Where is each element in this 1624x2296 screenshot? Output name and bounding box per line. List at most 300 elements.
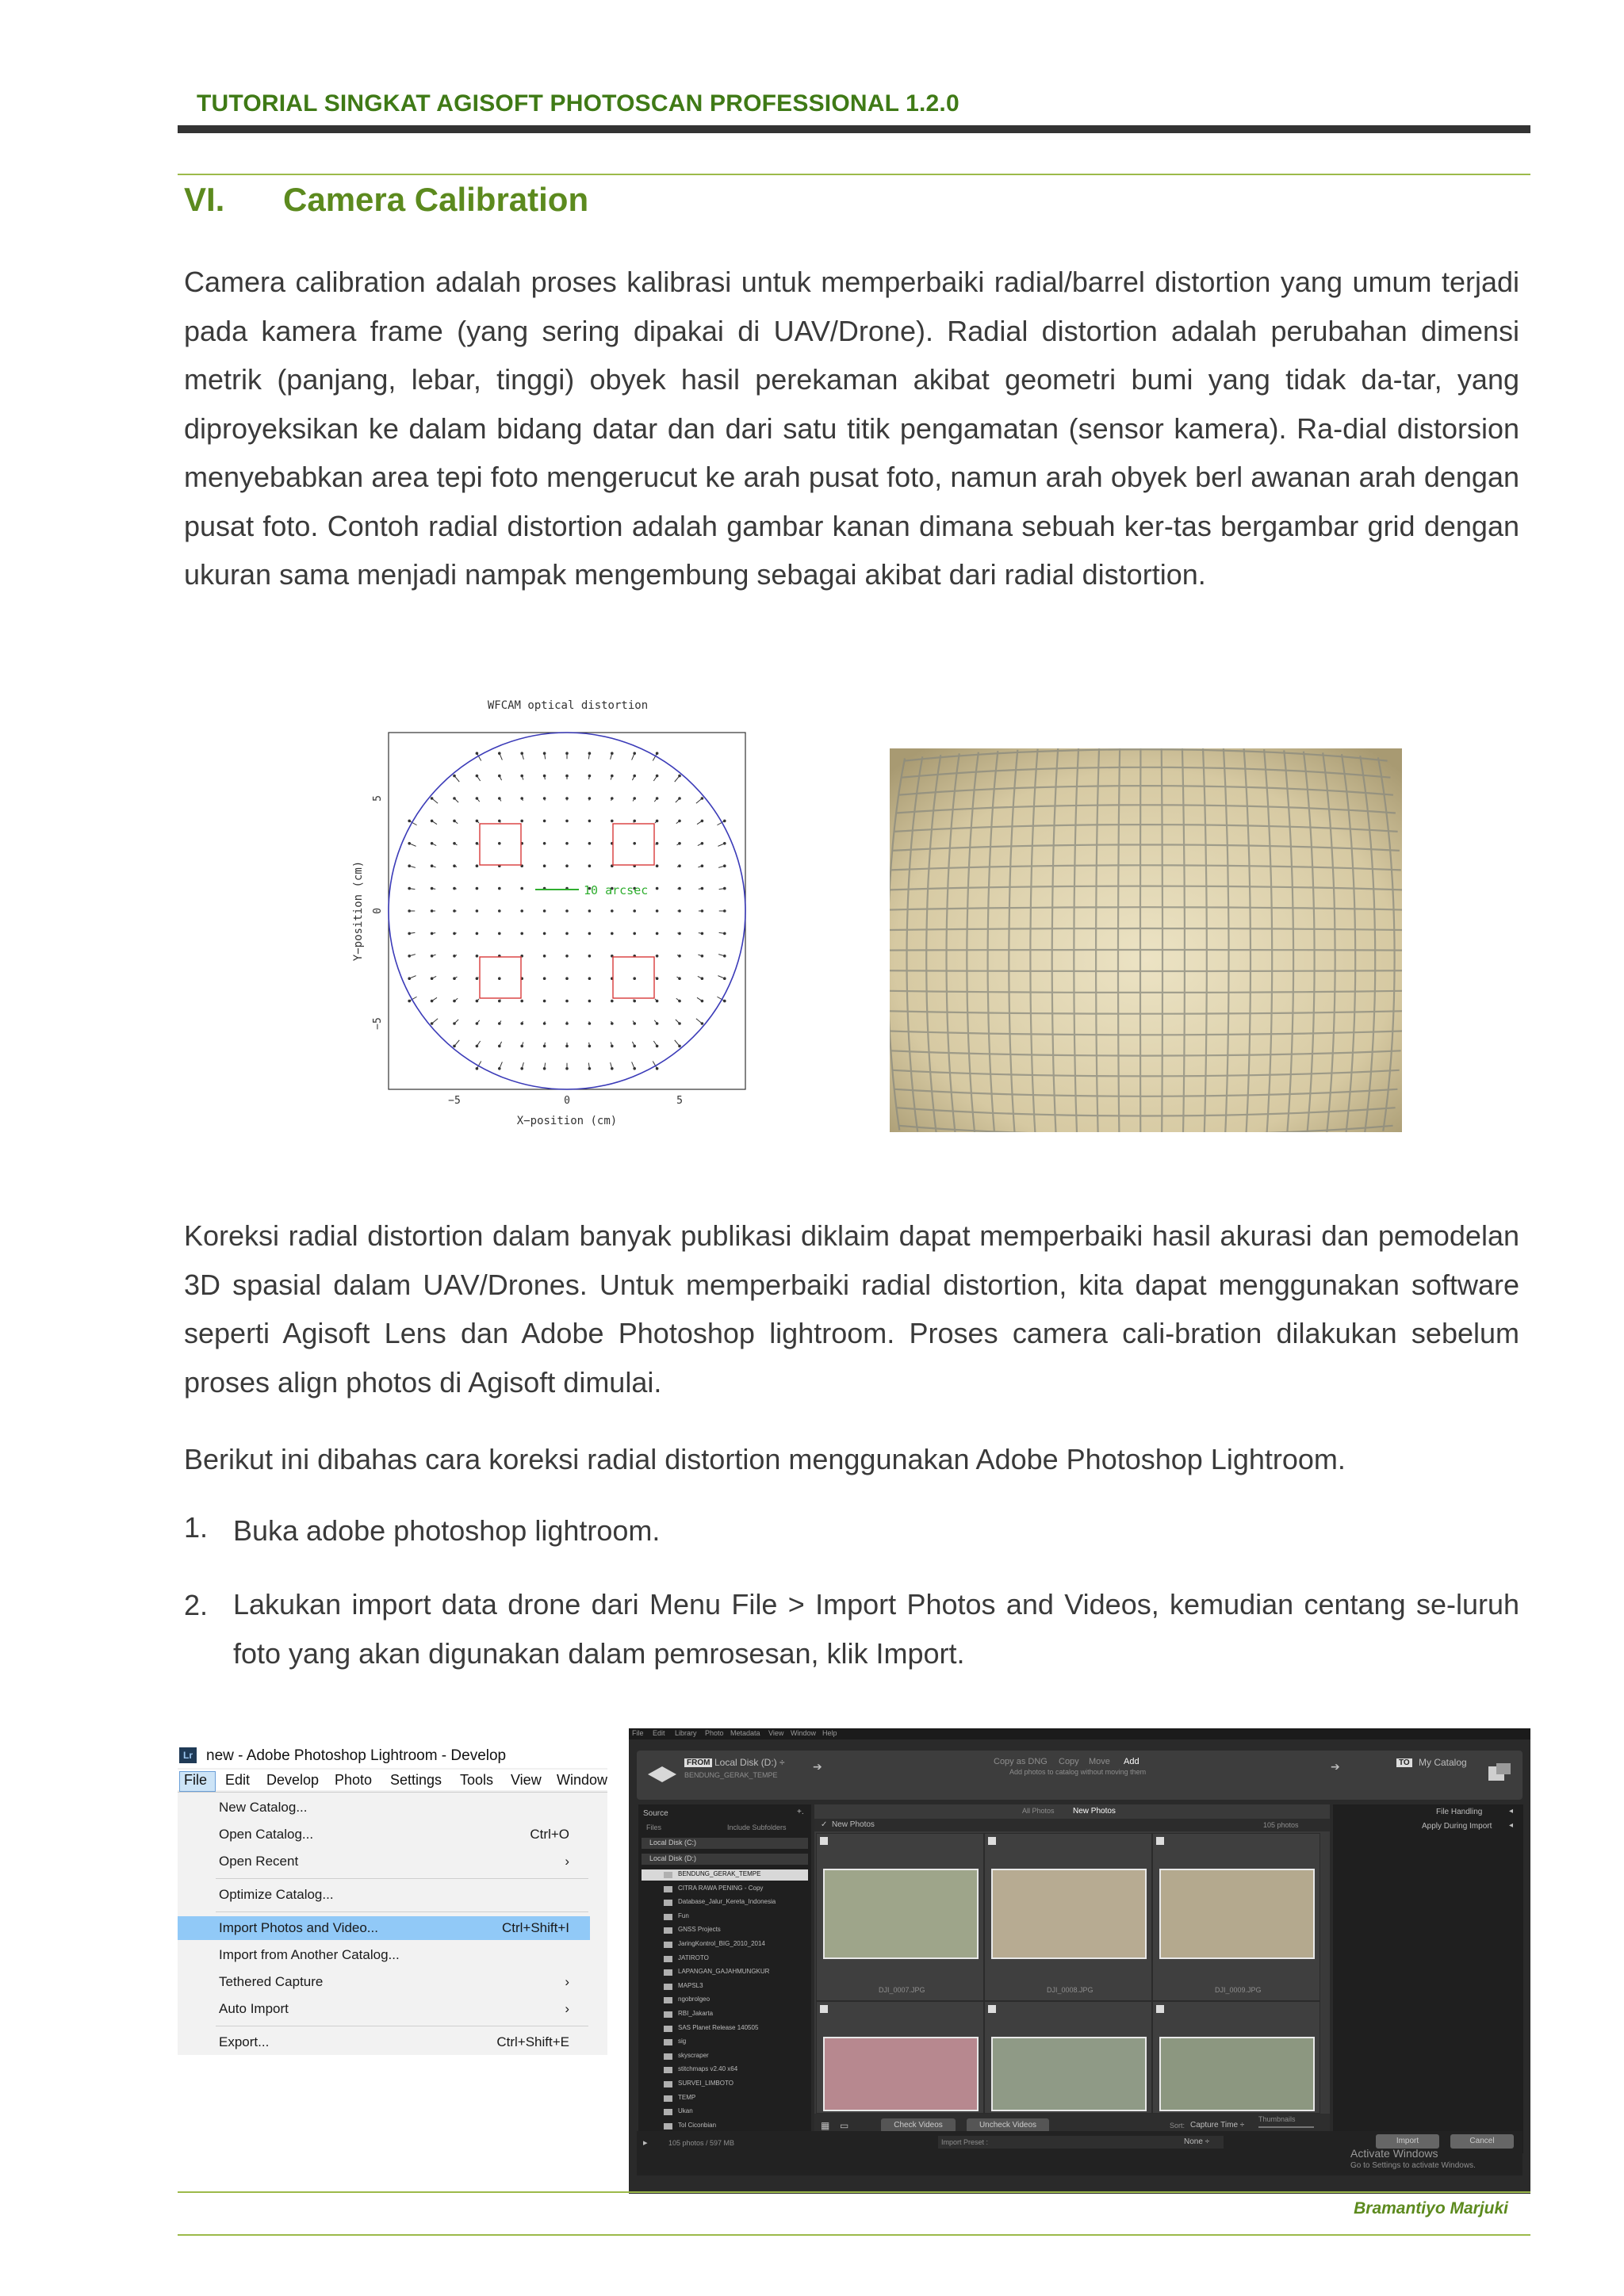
- vector-origin-dot: [656, 1000, 659, 1003]
- photo-thumbnail: [823, 1869, 979, 1959]
- vector-origin-dot: [431, 820, 434, 823]
- folder-icon: [664, 1956, 672, 1962]
- vector-origin-dot: [520, 1022, 523, 1025]
- vector-origin-dot: [408, 820, 411, 823]
- section-number: VI.: [184, 181, 225, 218]
- menu-settings[interactable]: Settings: [390, 1772, 442, 1788]
- menu-item-new-catalog[interactable]: [178, 1796, 590, 1820]
- vector-origin-dot: [476, 932, 479, 936]
- menubar-file[interactable]: File: [632, 1729, 644, 1737]
- folder-label: sig: [678, 2038, 687, 2045]
- menu-item-label: Open Recent: [219, 1854, 299, 1869]
- vector-origin-dot: [543, 1045, 546, 1048]
- menu-item-import-photos[interactable]: [178, 1916, 590, 1940]
- x-axis-label: X−position (cm): [516, 1115, 618, 1127]
- vector-origin-dot: [588, 820, 592, 823]
- vector-origin-dot: [611, 752, 614, 755]
- vector-origin-dot: [408, 1000, 411, 1003]
- distortion-vector-plot: [349, 693, 761, 1137]
- vector-origin-dot: [565, 797, 569, 800]
- photo-cell[interactable]: [816, 2001, 984, 2114]
- vector-origin-dot: [543, 1022, 546, 1025]
- vector-origin-dot: [498, 977, 501, 980]
- menu-edit[interactable]: Edit: [225, 1772, 251, 1788]
- source-panel-title: Source: [643, 1809, 668, 1818]
- menu-window[interactable]: Window: [557, 1772, 607, 1788]
- vector-origin-dot: [633, 1022, 636, 1025]
- vector-origin-dot: [656, 1045, 659, 1048]
- vector-origin-dot: [656, 909, 659, 913]
- vector-origin-dot: [723, 955, 726, 958]
- photo-cell[interactable]: [1152, 2001, 1320, 2114]
- vector-origin-dot: [520, 909, 523, 913]
- vector-origin-dot: [678, 932, 681, 936]
- catalog-icon: [1485, 1762, 1514, 1785]
- vector-origin-dot: [543, 977, 546, 980]
- photo-checkbox[interactable]: [1156, 1837, 1164, 1845]
- folder-icon: [664, 2081, 672, 2087]
- folder-row[interactable]: [642, 2121, 808, 2132]
- menu-item-tethered-capture[interactable]: [178, 1970, 590, 1994]
- collapse-arrow-icon[interactable]: ◂: [1509, 1807, 1514, 1816]
- thumbnail-size-slider[interactable]: [1258, 2126, 1314, 2128]
- folder-icon: [664, 2123, 672, 2130]
- vector-origin-dot: [498, 1067, 501, 1070]
- vector-origin-dot: [565, 820, 569, 823]
- folder-label: Database_Jalur_Kereta_Indonesia: [678, 1898, 776, 1906]
- photo-cell[interactable]: [1152, 1833, 1320, 2001]
- vector-origin-dot: [656, 977, 659, 980]
- vector-origin-dot: [633, 797, 636, 800]
- vector-origin-dot: [633, 1000, 636, 1003]
- folder-icon: [664, 2026, 672, 2032]
- vector-origin-dot: [611, 1022, 614, 1025]
- vector-origin-dot: [701, 1022, 704, 1025]
- vector-origin-dot: [520, 752, 523, 755]
- import-footer: [637, 2131, 1522, 2175]
- import-source-destination-bar: [637, 1751, 1522, 1800]
- vector-origin-dot: [520, 1045, 523, 1048]
- source-disk-icon: [646, 1763, 678, 1784]
- folder-row[interactable]: [642, 2009, 808, 2020]
- vector-origin-dot: [453, 820, 456, 823]
- vector-origin-dot: [678, 977, 681, 980]
- vector-origin-dot: [723, 932, 726, 936]
- vector-origin-dot: [588, 842, 592, 845]
- sort-select[interactable]: Capture Time ÷: [1190, 2121, 1245, 2130]
- folder-label: MAPSL3: [678, 1981, 703, 1989]
- vector-origin-dot: [408, 887, 411, 890]
- import-preset-select[interactable]: [938, 2136, 1224, 2149]
- vector-origin-dot: [476, 1000, 479, 1003]
- vector-origin-dot: [656, 1022, 659, 1025]
- vector-origin-dot: [476, 955, 479, 958]
- vector-origin-dot: [588, 775, 592, 778]
- collapse-arrow-icon[interactable]: ◂: [1509, 1821, 1514, 1830]
- folder-icon: [664, 2067, 672, 2073]
- menubar-window[interactable]: Window: [791, 1729, 817, 1737]
- vector-origin-dot: [498, 842, 501, 845]
- from-source-select[interactable]: Local Disk (D:) ÷: [714, 1757, 785, 1768]
- vector-origin-dot: [498, 820, 501, 823]
- folder-icon: [664, 2053, 672, 2060]
- vector-origin-dot: [498, 1022, 501, 1025]
- folder-icon: [664, 1984, 672, 1990]
- vector-origin-dot: [498, 752, 501, 755]
- folder-label: CITRA RAWA PENING - Copy: [678, 1884, 764, 1892]
- vector-origin-dot: [431, 977, 434, 980]
- folder-row[interactable]: [642, 2064, 808, 2076]
- menu-item-label: Auto Import: [219, 2001, 289, 2016]
- menubar-help[interactable]: Help: [822, 1729, 837, 1737]
- vector-origin-dot: [408, 955, 411, 958]
- menubar-metadata[interactable]: Metadata: [730, 1729, 760, 1737]
- vector-origin-dot: [543, 820, 546, 823]
- menubar-library[interactable]: Library: [675, 1729, 697, 1737]
- vector-origin-dot: [678, 955, 681, 958]
- disk-c-label: Local Disk (C:): [649, 1839, 697, 1846]
- from-path: BENDUNG_GERAK_TEMPE: [684, 1771, 778, 1779]
- vector-origin-dot: [476, 864, 479, 867]
- photo-checkbox[interactable]: [820, 1837, 828, 1845]
- folder-icon: [664, 2095, 672, 2102]
- vector-origin-dot: [431, 797, 434, 800]
- disk-d-row[interactable]: [642, 1854, 808, 1865]
- tab-all-photos[interactable]: All Photos: [1022, 1807, 1055, 1815]
- folder-row[interactable]: [642, 1939, 808, 1950]
- menu-view[interactable]: View: [511, 1772, 542, 1788]
- scale-label: 10 arcsec: [584, 883, 649, 897]
- vector-origin-dot: [453, 1000, 456, 1003]
- folder-icon: [664, 2109, 672, 2115]
- folder-row[interactable]: [642, 2093, 808, 2104]
- include-subfolders-checkbox[interactable]: Include Subfolders: [727, 1823, 787, 1831]
- vector-origin-dot: [701, 932, 704, 936]
- vector-origin-dot: [498, 797, 501, 800]
- photo-cell[interactable]: [984, 2001, 1152, 2114]
- vector-origin-dot: [520, 797, 523, 800]
- apply-during-import-title[interactable]: Apply During Import: [1422, 1822, 1492, 1831]
- photo-checkbox[interactable]: [820, 2005, 828, 2013]
- vector-origin-dot: [565, 775, 569, 778]
- y-tick-5: 5: [372, 795, 384, 802]
- vector-origin-dot: [678, 1045, 681, 1048]
- vector-origin-dot: [476, 977, 479, 980]
- photo-checkbox[interactable]: [1156, 2005, 1164, 2013]
- vector-origin-dot: [588, 977, 592, 980]
- section-check-icon[interactable]: ✓: [821, 1820, 828, 1829]
- folder-row[interactable]: [642, 1954, 808, 1965]
- vector-origin-dot: [701, 887, 704, 890]
- source-panel: [638, 1804, 811, 2153]
- vector-origin-dot: [408, 842, 411, 845]
- vector-origin-dot: [678, 842, 681, 845]
- vector-origin-dot: [543, 955, 546, 958]
- mode-copy-dng[interactable]: Copy as DNG: [994, 1757, 1048, 1766]
- folder-icon: [664, 2039, 672, 2045]
- vector-origin-dot: [476, 820, 479, 823]
- x-tick-0: 0: [564, 1095, 570, 1107]
- photo-checkbox[interactable]: [988, 1837, 996, 1845]
- sort-label: Sort:: [1170, 2122, 1185, 2130]
- cancel-button[interactable]: Cancel: [1450, 2134, 1514, 2149]
- photo-thumbnail: [1159, 1869, 1315, 1959]
- vector-origin-dot: [656, 797, 659, 800]
- menu-item-optimize-catalog[interactable]: [178, 1883, 590, 1907]
- menu-item-open-catalog[interactable]: [178, 1823, 590, 1846]
- menu-tools[interactable]: Tools: [460, 1772, 494, 1788]
- vector-origin-dot: [431, 955, 434, 958]
- vector-origin-dot: [611, 1045, 614, 1048]
- import-button[interactable]: Import: [1376, 2134, 1439, 2149]
- menu-item-open-recent[interactable]: [178, 1850, 590, 1873]
- mode-add[interactable]: Add: [1124, 1757, 1139, 1766]
- folder-row[interactable]: [642, 1925, 808, 1936]
- folder-label: SURVEI_LIMBOTO: [678, 2080, 733, 2087]
- menu-item-label: Optimize Catalog...: [219, 1887, 334, 1902]
- vector-origin-dot: [701, 909, 704, 913]
- folder-row[interactable]: [642, 1869, 808, 1881]
- folder-icon: [664, 1997, 672, 2003]
- vector-origin-dot: [408, 932, 411, 936]
- vector-origin-dot: [633, 775, 636, 778]
- vector-origin-dot: [453, 887, 456, 890]
- photo-thumbnail: [991, 1869, 1147, 1959]
- expand-arrow-icon[interactable]: ▸: [643, 2138, 648, 2148]
- paragraph-correction: Koreksi radial distortion dalam banyak publikasi diklaim dapat memperbaiki hasil akurasi dan pemodelan 3D spasial dalam UAV/Drones. Untuk memperbaiki radial distortion, kita dapat menggunakan software seperti Agisoft Lens dan Adobe Photoshop lightroom. Proses camera cali-bration dilakukan sebelum proses align photos di Agisoft dimulai.: [184, 1219, 1519, 1399]
- step-2-number: 2.: [184, 1589, 209, 1621]
- from-badge: FROM: [684, 1758, 712, 1767]
- vector-origin-dot: [453, 1045, 456, 1048]
- folder-label: TEMP: [678, 2093, 696, 2101]
- vector-origin-dot: [588, 797, 592, 800]
- menu-item-export[interactable]: [178, 2030, 590, 2054]
- vector-origin-dot: [565, 1045, 569, 1048]
- vector-origin-dot: [543, 909, 546, 913]
- loupe-view-icon[interactable]: ▭: [840, 2120, 849, 2131]
- folder-label: Tol Ciconbian: [678, 2121, 717, 2129]
- vector-origin-dot: [476, 887, 479, 890]
- folder-icon: [664, 1927, 672, 1934]
- vector-origin-dot: [431, 932, 434, 936]
- destination-arrow-icon[interactable]: ➔: [1331, 1760, 1340, 1773]
- folder-row[interactable]: [642, 2037, 808, 2048]
- menu-item-shortcut: Ctrl+Shift+I: [501, 1920, 569, 1935]
- vector-origin-dot: [611, 1067, 614, 1070]
- photo-checkbox[interactable]: [988, 2005, 996, 2013]
- menubar-edit[interactable]: Edit: [653, 1729, 665, 1737]
- photo-count: 105 photos: [1263, 1821, 1299, 1829]
- vector-origin-dot: [701, 842, 704, 845]
- activate-windows-hint: Go to Settings to activate Windows.: [1350, 2161, 1476, 2170]
- files-label: Files: [646, 1823, 662, 1831]
- vector-origin-dot: [476, 909, 479, 913]
- paragraph-method: Berikut ini dibahas cara koreksi radial distortion menggunakan Adobe Photoshop Lightroom.: [184, 1443, 1346, 1475]
- folder-row[interactable]: [642, 1995, 808, 2006]
- import-preset-label: Import Preset :: [941, 2138, 989, 2146]
- folder-row[interactable]: [642, 1911, 808, 1923]
- menu-item-import-another-catalog[interactable]: [178, 1943, 590, 1967]
- vector-origin-dot: [723, 820, 726, 823]
- vector-origin-dot: [701, 1000, 704, 1003]
- menu-item-shortcut: Ctrl+O: [530, 1827, 569, 1842]
- vector-origin-dot: [656, 1067, 659, 1070]
- folder-row[interactable]: [642, 1884, 808, 1895]
- vector-origin-dot: [476, 1045, 479, 1048]
- menubar-view[interactable]: View: [768, 1729, 784, 1737]
- to-badge: TO: [1396, 1758, 1412, 1767]
- folder-label: JaringKontrol_BIG_2010_2014: [678, 1940, 765, 1947]
- folder-row[interactable]: [642, 2023, 808, 2034]
- vector-origin-dot: [476, 775, 479, 778]
- vector-origin-dot: [453, 775, 456, 778]
- vector-origin-dot: [633, 932, 636, 936]
- vector-origin-dot: [701, 820, 704, 823]
- photo-cell[interactable]: [984, 1833, 1152, 2001]
- footer-divider-bottom: [178, 2234, 1530, 2236]
- menu-separator: [216, 1911, 588, 1912]
- grid-line-horizontal: [890, 970, 1402, 971]
- vector-origin-dot: [453, 864, 456, 867]
- x-tick-5: 5: [676, 1095, 683, 1107]
- folder-row[interactable]: [642, 2107, 808, 2118]
- grid-paper-photo: [890, 748, 1402, 1132]
- folder-icon: [664, 1969, 672, 1976]
- vector-origin-dot: [453, 842, 456, 845]
- vector-origin-dot: [565, 1000, 569, 1003]
- vector-origin-dot: [633, 1045, 636, 1048]
- menubar-photo[interactable]: Photo: [705, 1729, 724, 1737]
- x-tick-neg5: −5: [448, 1095, 461, 1107]
- add-source-icon[interactable]: +.: [797, 1808, 804, 1816]
- vector-origin-dot: [633, 842, 636, 845]
- step-1-text: Buka adobe photoshop lightroom.: [233, 1514, 661, 1547]
- mode-move[interactable]: Move: [1089, 1757, 1110, 1766]
- vector-field: [408, 752, 726, 1070]
- section-title: Camera Calibration: [283, 181, 589, 218]
- y-tick-neg5: −5: [372, 1017, 384, 1030]
- vector-origin-dot: [656, 820, 659, 823]
- vector-origin-dot: [701, 797, 704, 800]
- menu-separator: [216, 1878, 588, 1879]
- menu-item-label: New Catalog...: [219, 1800, 308, 1815]
- vector-origin-dot: [723, 977, 726, 980]
- vector-origin-dot: [656, 842, 659, 845]
- vector-origin-dot: [656, 864, 659, 867]
- folder-row[interactable]: [642, 1897, 808, 1908]
- menu-item-label: Tethered Capture: [219, 1974, 324, 1989]
- grid-section-header: [814, 1819, 1330, 1831]
- vector-origin-dot: [453, 955, 456, 958]
- vector-origin-dot: [565, 842, 569, 845]
- folder-row[interactable]: [642, 2051, 808, 2062]
- file-handling-title[interactable]: File Handling: [1436, 1808, 1483, 1816]
- vector-origin-dot: [408, 864, 411, 867]
- folder-label: JATIROTO: [678, 1954, 709, 1961]
- menu-item-label: Open Catalog...: [219, 1827, 314, 1842]
- menu-item-label: Import from Another Catalog...: [219, 1947, 400, 1962]
- vector-origin-dot: [656, 887, 659, 890]
- vector-origin-dot: [498, 887, 501, 890]
- mode-copy[interactable]: Copy: [1059, 1757, 1079, 1766]
- vector-origin-dot: [678, 864, 681, 867]
- plot-title: WFCAM optical distortion: [487, 699, 649, 712]
- vector-origin-dot: [656, 955, 659, 958]
- document-header-title: TUTORIAL SINGKAT AGISOFT PHOTOSCAN PROFESSIONAL 1.2.0: [197, 90, 959, 117]
- vector-origin-dot: [408, 977, 411, 980]
- vector-origin-dot: [476, 752, 479, 755]
- menu-file[interactable]: File: [184, 1772, 208, 1788]
- folder-row[interactable]: [642, 1981, 808, 1992]
- folder-row[interactable]: [642, 2079, 808, 2090]
- vector-origin-dot: [701, 864, 704, 867]
- y-tick-0: 0: [372, 908, 384, 914]
- tab-new-photos[interactable]: New Photos: [1073, 1807, 1116, 1816]
- vector-origin-dot: [543, 797, 546, 800]
- uncheck-videos-button[interactable]: Uncheck Videos: [967, 2118, 1049, 2133]
- vector-origin-dot: [723, 887, 726, 890]
- vector-origin-dot: [678, 775, 681, 778]
- folder-label: SAS Planet Release 140505: [678, 2023, 759, 2031]
- activate-windows-title: Activate Windows: [1350, 2147, 1438, 2160]
- photo-filename: DJI_0009.JPG: [1215, 1986, 1262, 1994]
- lightroom-logo: Lr: [179, 1747, 197, 1763]
- import-preset-value: None ÷: [1184, 2137, 1210, 2146]
- vector-origin-dot: [431, 887, 434, 890]
- menu-item-auto-import[interactable]: [178, 1997, 590, 2021]
- lightroom-file-menu-screenshot: [178, 1744, 607, 2055]
- disk-c-row[interactable]: [642, 1838, 808, 1849]
- vector-origin-dot: [611, 820, 614, 823]
- vector-origin-dot: [520, 1000, 523, 1003]
- photo-cell[interactable]: [816, 1833, 984, 2001]
- vector-origin-dot: [611, 775, 614, 778]
- grid-view-icon[interactable]: ▦: [821, 2120, 830, 2131]
- vector-origin-dot: [543, 1067, 546, 1070]
- thumbnails-label: Thumbnails: [1258, 2115, 1296, 2123]
- import-menubar: [629, 1728, 1530, 1739]
- folder-row[interactable]: [642, 1967, 808, 1978]
- vector-origin-dot: [565, 955, 569, 958]
- vector-origin-dot: [678, 1000, 681, 1003]
- folder-icon: [664, 1942, 672, 1948]
- lightroom-menubar: [178, 1770, 607, 1790]
- menu-item-shortcut: Ctrl+Shift+E: [496, 2034, 569, 2049]
- import-status: 105 photos / 597 MB: [668, 2139, 735, 2147]
- folder-icon: [664, 1886, 672, 1892]
- vector-origin-dot: [588, 1045, 592, 1048]
- vector-origin-dot: [588, 864, 592, 867]
- window-title: new - Adobe Photoshop Lightroom - Develop: [206, 1747, 507, 1764]
- vector-origin-dot: [656, 752, 659, 755]
- photo-thumbnail: [1159, 2037, 1315, 2111]
- photo-filename: DJI_0007.JPG: [879, 1986, 925, 1994]
- file-menu-dropdown: [178, 1792, 607, 2055]
- vector-origin-dot: [476, 1022, 479, 1025]
- vector-origin-dot: [588, 1022, 592, 1025]
- menu-develop[interactable]: Develop: [266, 1772, 320, 1788]
- vector-origin-dot: [431, 864, 434, 867]
- check-videos-button[interactable]: Check Videos: [881, 2118, 956, 2133]
- vector-origin-dot: [520, 775, 523, 778]
- menu-photo[interactable]: Photo: [335, 1772, 373, 1788]
- vector-origin-dot: [543, 775, 546, 778]
- source-arrow-icon[interactable]: ➔: [813, 1760, 822, 1773]
- vector-origin-dot: [453, 977, 456, 980]
- vector-origin-dot: [520, 932, 523, 936]
- vector-origin-dot: [678, 1022, 681, 1025]
- vector-origin-dot: [453, 909, 456, 913]
